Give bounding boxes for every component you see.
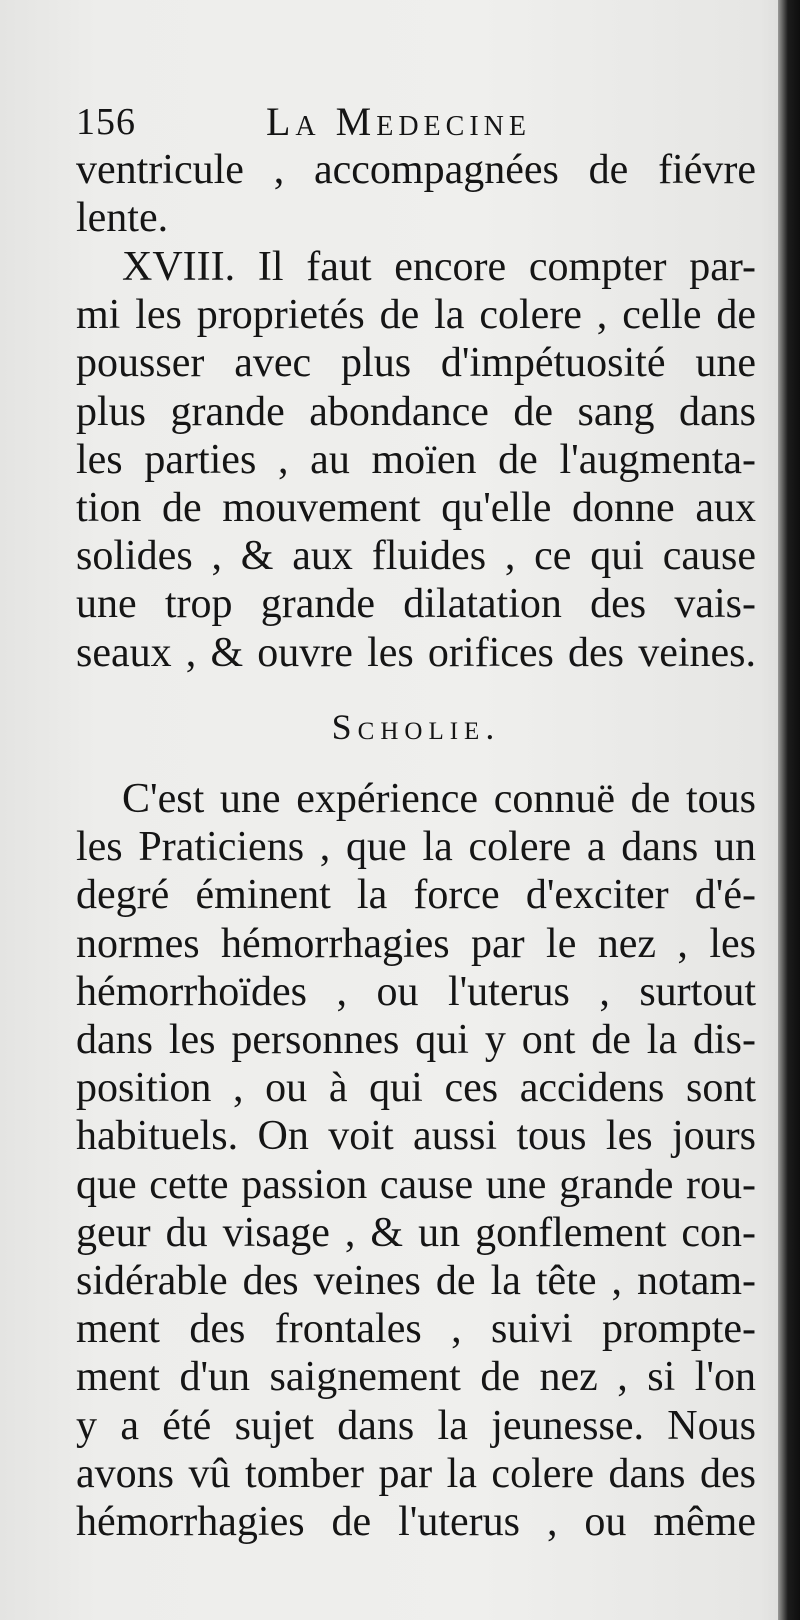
section-heading: Scholie. bbox=[331, 707, 501, 747]
text-line: pousser avec plus d'impétuosité une bbox=[76, 340, 756, 387]
text-line: y a été sujet dans la jeunesse. Nous bbox=[76, 1402, 756, 1449]
text-line: XVIII. Il faut encore compter par- bbox=[122, 244, 756, 290]
running-header bbox=[76, 97, 756, 147]
text-line: degré éminent la force d'exciter d'é- bbox=[76, 872, 756, 919]
text-line: avons vû tomber par la colere dans des bbox=[76, 1450, 756, 1497]
page-gutter-shadow bbox=[778, 0, 800, 1620]
text-line: geur du visage , & un gonflement con- bbox=[76, 1209, 756, 1256]
text-line: une trop grande dilatation des vais- bbox=[76, 581, 756, 628]
text-line: C'est une expérience connuë de tous bbox=[122, 776, 756, 822]
running-title: La Medecine bbox=[266, 99, 531, 144]
text-line: normes hémorrhagies par le nez , les bbox=[76, 920, 756, 967]
text-line: habituels. On voit aussi tous les jours bbox=[76, 1113, 756, 1160]
page-number: 156 bbox=[76, 101, 136, 143]
text-line: sidérable des veines de la tête , notam- bbox=[76, 1258, 756, 1305]
text-line: seaux , & ouvre les orifices des veines. bbox=[76, 629, 756, 676]
text-line: mi les proprietés de la colere , celle de bbox=[76, 292, 756, 339]
text-line: lente. bbox=[76, 195, 169, 242]
text-line: les Praticiens , que la colere a dans un bbox=[76, 824, 756, 871]
text-line: ment des frontales , suivi prompte- bbox=[76, 1306, 756, 1353]
paragraph-scholie bbox=[76, 775, 756, 1546]
text-line: les parties , au moïen de l'augmenta- bbox=[76, 436, 756, 483]
text-line: position , ou à qui ces accidens sont bbox=[76, 1065, 756, 1112]
text-line: plus grande abondance de sang dans bbox=[76, 388, 756, 435]
text-line: ment d'un saignement de nez , si l'on bbox=[76, 1354, 756, 1401]
text-line: que cette passion cause une grande rou- bbox=[76, 1161, 756, 1208]
text-line: hémorrhagies de l'uterus , ou même bbox=[76, 1499, 756, 1546]
paragraph-xviii bbox=[76, 243, 756, 677]
text-line: dans les personnes qui y ont de la dis- bbox=[76, 1017, 756, 1064]
text-line: tion de mouvement qu'elle donne aux bbox=[76, 485, 756, 532]
text-line: ventricule , accompagnées de fiévre bbox=[76, 147, 756, 193]
text-line: solides , & aux fluides , ce qui cause bbox=[76, 533, 756, 580]
paragraph-continuation bbox=[76, 146, 756, 242]
text-line: hémorrhoïdes , ou l'uterus , surtout bbox=[76, 968, 756, 1015]
